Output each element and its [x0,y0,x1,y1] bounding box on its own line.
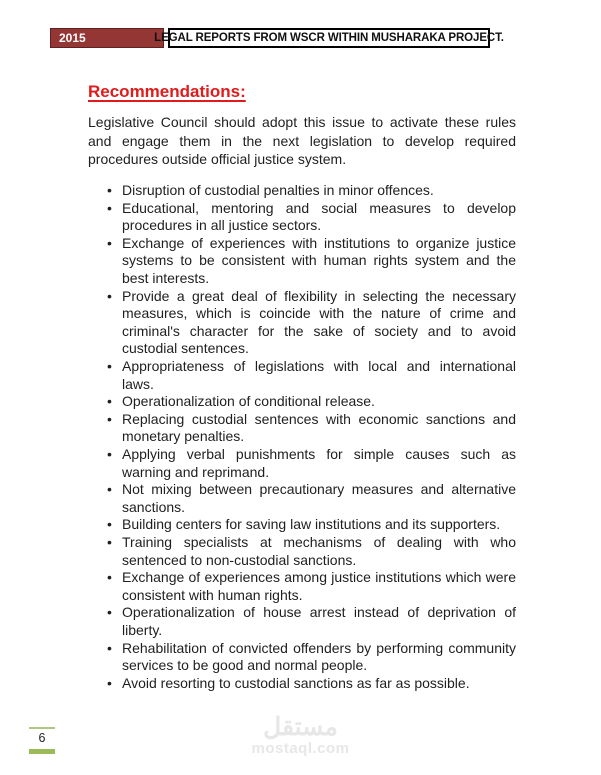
watermark-arabic-text: مستقل [263,713,338,741]
list-item: • Appropriateness of legislations with local and international laws. [88,358,516,393]
list-item: • Operationalization of house arrest instead of deprivation of liberty. [88,604,516,639]
list-item: • Replacing custodial sentences with economic sanctions and monetary penalties. [88,411,516,446]
list-item: • Educational, mentoring and social measures to develop procedures in all justice sectors. [88,200,516,235]
header-year-box [50,28,164,48]
intro-paragraph: Legislative Council should adopt this issue to activate these rules and engage them in the next legislation to develop required procedures outside official justice system. [88,114,516,168]
list-item: • Exchange of experiences with institutions to organize justice systems to be consistent with human rights system and the best interests. [88,235,516,288]
list-item: • Avoid resorting to custodial sanctions as far as possible. [88,675,516,693]
page-header [50,28,504,48]
section-heading: Recommendations: [88,82,246,101]
page-number-block [29,727,55,754]
page-number-rule-bottom [29,749,55,754]
list-item: • Training specialists at mechanisms of dealing with who sentenced to non-custodial sanctions. [88,534,516,569]
list-item: • Exchange of experiences among justice institutions which were consistent with human rights. [88,569,516,604]
page-number: 6 [38,731,46,745]
list-item: • Provide a great deal of flexibility in selecting the necessary measures, which is coincide with the nature of crime and criminal's character for the sake of society and to avoid custodial sentences. [88,288,516,358]
list-item: • Disruption of custodial penalties in minor offences. [88,182,516,200]
watermark-domain-text: mostaql.com [251,740,350,757]
list-item: • Rehabilitation of convicted offenders by performing community services to be good and normal people. [88,640,516,675]
list-item: • Applying verbal punishments for simple causes such as warning and reprimand. [88,446,516,481]
list-item: • Not mixing between precautionary measures and alternative sanctions. [88,481,516,516]
recommendations-list [88,182,516,692]
list-item: • Building centers for saving law institutions and its supporters. [88,516,516,534]
header-year-label: 2015 [59,31,86,45]
header-title-box [154,28,504,48]
list-item: • Operationalization of conditional release. [88,393,516,411]
header-title-label: LEGAL REPORTS FROM WSCR WITHIN MUSHARAKA PROJECT. [154,32,504,44]
watermark [228,714,373,756]
document-content [88,82,516,692]
